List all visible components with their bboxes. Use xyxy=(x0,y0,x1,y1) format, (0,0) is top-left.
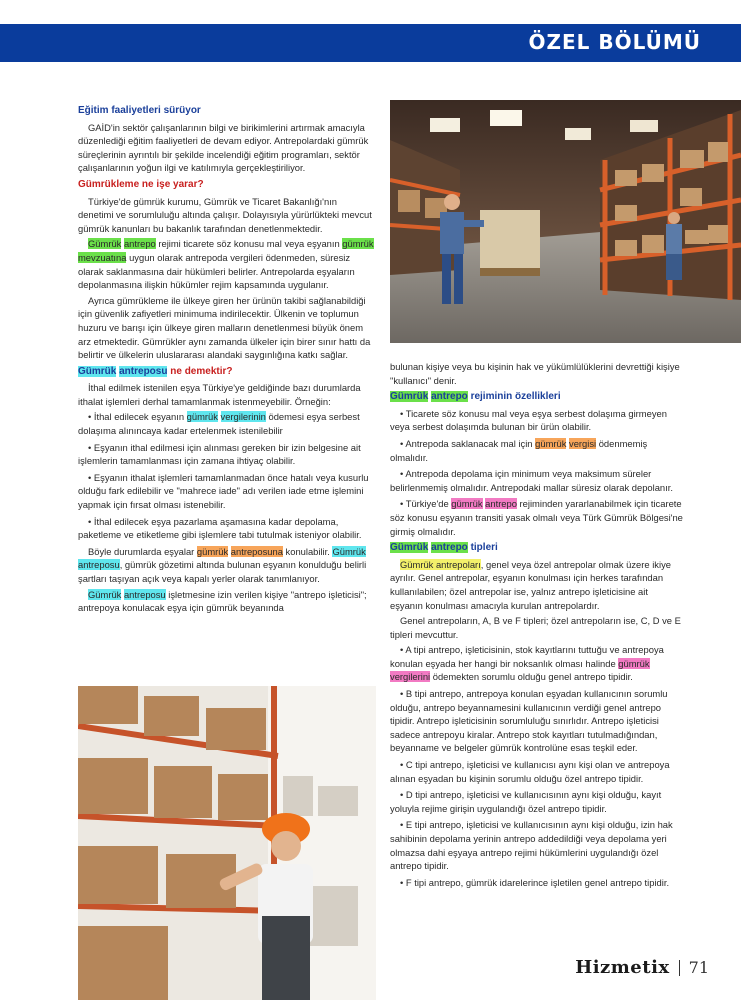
highlight: vergilerinin xyxy=(220,411,266,423)
text: ödemekten sorumlu olduğu genel antrepo tipidir. xyxy=(430,671,633,683)
text: rejiminin özellikleri xyxy=(467,391,561,403)
text: Böyle durumlarda eşyalar xyxy=(88,545,197,557)
text: • A tipi antrepo, işleticisinin, stok kayıtlarını tuttuğu ve antrepoya konulan eşyada her hangi bir noksanlık olması halinde xyxy=(390,644,664,669)
text: rejiminden yararlanabilmek için ticarete söz konusu eşyanın transiti yasak olmalı veya Türk Gümrük Bölgesi'ne girmiş olmalıdır. xyxy=(390,498,683,537)
paragraph xyxy=(78,588,374,615)
section-title: ÖZEL BÖLÜMÜ xyxy=(528,30,701,54)
highlight: gümrük xyxy=(618,657,650,669)
text: , gümrük gözetimi altında bulunan eşyanın konulduğu belirli şartları taşıyan açık veya kapalı yerler olarak tanımlanıyor. xyxy=(78,559,367,584)
brand-logo: Hizmetix xyxy=(575,957,670,978)
highlight: antreposu xyxy=(78,559,120,571)
divider xyxy=(679,960,680,976)
heading-customs-purpose: Gümrükleme ne işe yarar? xyxy=(78,178,204,190)
text: • Antrepoda saklanacak mal için xyxy=(400,437,536,449)
list-item: • F tipi antrepo, gümrük idarelerince işletilen genel antrepo tipidir. xyxy=(400,876,670,888)
text: ne demektir? xyxy=(167,365,233,377)
text: ödenmemiş olmalıdır. xyxy=(390,437,648,463)
highlight: antreposu xyxy=(123,588,166,600)
highlight: antrepo xyxy=(485,498,517,510)
paragraph xyxy=(78,545,374,586)
text: ödemesi eşya serbest dolaşıma alınıncaya kadar ertelenmek istenilebilir xyxy=(78,411,360,437)
paragraph: bulunan kişiye veya bu kişinin hak ve yükümlülüklerini devrettiği kişiye "kullanıcı" denir. xyxy=(390,361,680,386)
highlight: antrepo xyxy=(431,391,468,403)
text: konulabilir. xyxy=(282,545,333,557)
list-item: • İthal edilecek eşya pazarlama aşamasına kadar depolama, paketleme ve etiketleme gibi işlemlere tabi tutulmak isteniyor olabilir. xyxy=(78,515,362,541)
highlight: Gümrük xyxy=(78,365,117,377)
text: tipleri xyxy=(467,542,498,554)
heading-warehouse-types xyxy=(390,541,683,555)
highlight: Gümrük antrepoları xyxy=(400,558,481,570)
list-item: • Ticarete söz konusu mal veya eşya serbest dolaşıma girmeyen veya serbest dolaşımda bulunan bir ürün olabilir. xyxy=(390,407,667,433)
list-item: • B tipi antrepo, antrepoya konulan eşyadan kullanıcının sorumlu olduğu, antrepo beyannamesini kullanıcının verdiği genel antrepo tipidir. Antrepo işleticisinin sorumluluğu sınırlıdır. Antrepo işleticisi sadece antrepoyu kiralar. Antrepo stok kayıtları tutulmadığından, beyanname ve belgeler gümrük kontrolüne esas teşkil eder. xyxy=(390,688,668,754)
highlight: Gümrük xyxy=(332,545,366,557)
paragraph: Ayrıca gümrükleme ile ülkeye giren her ürünün takibi sağlanabildiği için güvenlik zafiyetleri minimuma indirilecektir. Ülkenin ve toplumun huzuru ve barışı için ülkeye giren malların denetlenmesi büyük önem arz etmektedir. Gümrükler aynı zamanda ülkeler için birer sınır hattı da belirtir ve ülkelerin uluslararası alandaki saygınlığına katkı sağlar. xyxy=(78,294,371,361)
paragraph: İthal edilmek istenilen eşya Türkiye'ye geldiğinde bazı durumlarda ithalat işlemleri derhal tamamlanmak istenmeyebilir. Örneğin: xyxy=(78,382,361,407)
list-item: • D tipi antrepo, işleticisi ve kullanıcısının aynı kişi olduğu, kayıt yoluyla rejime girişin uygulandığı özel antrepo tipidir. xyxy=(390,789,662,814)
highlight: antreposuna xyxy=(230,545,283,557)
list-item xyxy=(390,437,683,464)
text: • İthal edilecek eşyanın xyxy=(88,411,187,423)
warehouse-worker-photo xyxy=(390,100,741,343)
list-item: • E tipi antrepo, işleticisi ve kullanıcısının aynı kişi olduğu, izin hak sahibinin depolama yerinin antrepo addedildiği veya depolama yeri olmazsa dahi eşyaya antrepo rejimi hükümlerini uygulandığı özel antrepo tipidir. xyxy=(390,819,673,872)
highlight: Gümrük xyxy=(88,238,122,250)
paragraph: GAİD'in sektör çalışanlarının bilgi ve birikimlerini artırmak amacıyla düzenlediği eğitim faaliyetleri de devam ediyor. Antrepolardaki gümrük süreçlerinin ayrıntılı bir şekilde incelendiği eğitim programları, sektör çalışanlarının yoğun ilgi ve katılımıyla gerçekleştiriliyor. xyxy=(78,121,369,174)
paragraph: Genel antrepoların, A, B ve F tipleri; özel antrepoların ise, C, D ve E tipleri mevcuttur. xyxy=(390,615,681,640)
highlight: vergisi xyxy=(569,437,597,449)
highlight: gümrük xyxy=(186,411,218,423)
heading-training: Eğitim faaliyetleri sürüyor xyxy=(78,105,201,116)
highlight: mevzuatına xyxy=(78,251,127,263)
left-column xyxy=(78,104,374,617)
text: uygun olarak antrepoda vergileri ödenmeden, süresiz olarak saklanmasına dair hükümleri belirler. Antrepolarda eşyaların depolanmasına ilişkin hükümler rejim kapsamında uygulanır. xyxy=(78,251,355,291)
highlight: gümrük xyxy=(451,498,483,510)
section-header-bar xyxy=(0,24,741,62)
paragraph xyxy=(78,237,374,291)
page-number: 71 xyxy=(688,958,709,977)
highlight: gümrük xyxy=(196,545,229,557)
right-column xyxy=(390,360,683,892)
list-item xyxy=(78,410,374,437)
list-item: • C tipi antrepo, işleticisi ve kullanıcısı aynı kişi olan ve antrepoya alınan eşyadan bu kişinin sorumlu olduğu özel antrepo tipidir. xyxy=(390,759,670,784)
warehouse-shelf-worker-photo xyxy=(78,686,376,1000)
highlight: Gümrük xyxy=(88,588,122,600)
list-item: • Eşyanın ithalat işlemleri tamamlanmadan önce hatalı veya kusurlu olduğu fark edilebilir ve "mahrece iade" adı verilen iade etme işlemini yapmak için fırsat olması istenebilir. xyxy=(78,471,369,511)
page-footer xyxy=(575,957,709,978)
highlight: gümrük xyxy=(342,238,374,250)
text: , genel veya özel antrepolar olmak üzere ikiye ayrılır. Genel antrepolar, eşyanın konulması için herkes tarafından kullanılabilen; özel antrepolar ise, yalnız antrepo işleticisine ait eşyanın konulması amacıyla kurulan antrepolardır. xyxy=(390,558,671,611)
highlight: antrepo xyxy=(431,542,468,554)
highlight: antreposu xyxy=(119,365,168,377)
paragraph xyxy=(390,558,683,612)
list-item: • Eşyanın ithal edilmesi için alınması gereken bir izin belgesine ait işlemlerin tamamlanması için zamana ihtiyaç olabilir. xyxy=(78,441,361,467)
highlight: vergilerini xyxy=(390,671,431,683)
text: rejimi ticarete söz konusu mal veya eşyanın xyxy=(155,238,343,250)
heading-regime-features xyxy=(390,390,683,404)
list-item xyxy=(390,643,683,684)
text: işletmesine izin verilen kişiye "antrepo işleticisi"; antrepoya konulacak eşya için gümrük beyanında xyxy=(78,588,367,614)
paragraph: Türkiye'de gümrük kurumu, Gümrük ve Ticaret Bakanlığı'nın denetimi ve sorumluluğu altında çalışır. Dolayısıyla yürürlükteki mevcut gümrük kanunları bu bakanlık tarafından denetlenmektedir. xyxy=(78,195,372,234)
list-item xyxy=(390,497,683,538)
heading-customs-warehouse xyxy=(78,365,374,379)
highlight: gümrük xyxy=(535,437,567,449)
highlight: Gümrük xyxy=(390,542,429,554)
text: • Türkiye'de xyxy=(400,498,452,510)
highlight: antrepo xyxy=(123,238,156,250)
highlight: Gümrük xyxy=(390,391,429,403)
list-item: • Antrepoda depolama için minimum veya maksimum süreler belirlenmemiş olmalıdır. Antrepodaki mallar süresiz olarak depolanır. xyxy=(390,468,673,493)
